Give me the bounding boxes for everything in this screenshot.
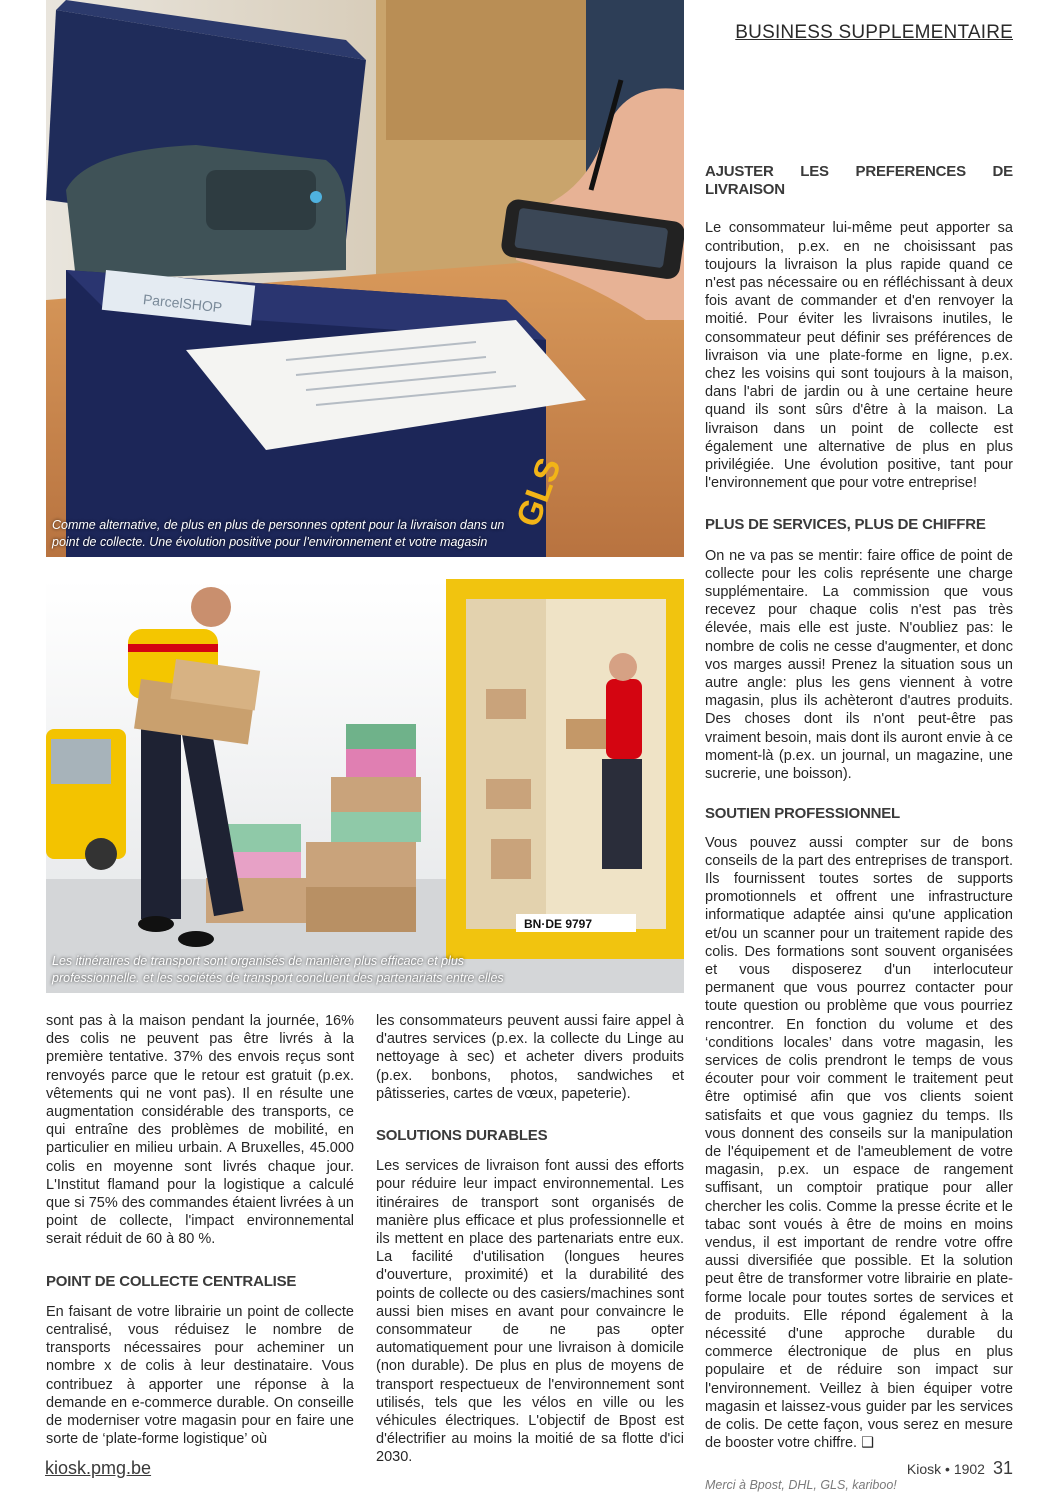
bottom-photo xyxy=(46,579,684,993)
page-number: 31 xyxy=(992,1458,1013,1478)
column-1 xyxy=(46,1012,354,1448)
footer-issue xyxy=(907,1458,1013,1479)
heading-solutions-durables: SOLUTIONS DURABLES xyxy=(376,1127,548,1145)
col2-paragraph-2: Les services de livraison font aussi des efforts pour réduire leur impact environnemental. Les itinéraires de transport sont organisés de manière plus efficace et plus professionnelle et ils mettent en place des partenariats entre eux. La facilité d'utilisation (longues heures d'ouverture, proximité) et la durabilité des points de collecte ou des casiers/machines sont aussi bien mises en avant pour convaincre le consommateur de ne pas opter automatiquement pour une livraison à domicile (non durable). De plus en plus de moyens de transport respectueux de l'environnement sont utilisés, tels que les vélos en ville ou les véhicules électriques. L'objectif de Bpost est d'électrifier au moins la moitié de sa flotte d'ici 2030. xyxy=(376,1158,684,1466)
column-2 xyxy=(376,1012,684,1467)
heading-soutien-professionnel: SOUTIEN PROFESSIONNEL xyxy=(705,805,900,823)
col3-paragraph-1: Le consommateur lui-même peut apporter sa contribution, p.ex. en ne choisissant pas toujours la livraison la plus rapide quand ce n'est pas nécessaire ou en réfléchissant à deux fois avant de commander et d'en renvoyer la moitié. Pour éviter les livraisons inutiles, le consommateur peut définir ses préférences de livraison via une plate-forme en ligne, p.ex. chez les voisins qui sont toujours à la maison, dans l'abri de jardin ou à une certaine heure quand ils sont sûrs d'être à la maison. La livraison dans un point de collecte est également une alternative de plus en plus privilégiée. Une évolution positive, tant pour l'environnement que pour votre entreprise! xyxy=(705,220,1013,492)
col3-paragraph-3 xyxy=(705,834,1013,1453)
heading-point-de-collecte: POINT DE COLLECTE CENTRALISE xyxy=(46,1272,297,1290)
column-3 xyxy=(705,163,1013,1495)
parcel-shop-photo-illustration xyxy=(46,0,684,557)
top-photo xyxy=(46,0,684,557)
heading-plus-de-services: PLUS DE SERVICES, PLUS DE CHIFFRE xyxy=(705,516,986,534)
end-mark-icon: ❑ xyxy=(861,1435,875,1452)
top-photo-caption: Comme alternative, de plus en plus de personnes optent pour la livraison dans un point de collecte. Une évolution positive pour l'environnement et votre magasin xyxy=(52,518,505,549)
col2-paragraph-1: les consommateurs peuvent aussi faire appel à d'autres services (p.ex. la collecte du Linge au nettoyage à sec) et acheter divers produits (p.ex. bonbons, photos, sandwiches et pâtisseries, cartes de vœux, papeterie). xyxy=(376,1013,684,1102)
bottom-photo-caption: Les itinéraires de transport sont organisés de manière plus efficace et plus professionnelle. et les sociétés de transport concluent des partenariats entre elles xyxy=(52,954,504,985)
col3-paragraph-3-text: Vous pouvez aussi compter sur de bons conseils de la part des entreprises de transport. Ils fournissent toutes sortes de supports promotionnels et offrent une infrastructure informatique adaptée ainsi qu'une application et/ou un scanner pour un traitement rapide des colis. Des formations sont souvent organisées et vous disposerez d'un interlocuteur permanent que vous pourrez contacter pour toute question ou problème que vous pourriez rencontrer. En fonction du volume et des ‘conditions locales’ dans votre magasin, les services de colis prendront le temps de vous écouter pour voir comment le traitement peut être optimisé afin que vos clients soient satisfaits et que vous gagniez du temps. Ils vous donnent des conseils sur la manipulation de l'équipement et de l'ameublement de votre magasin, p.ex. un espace de rangement suffisant, un comptoir pratique pour aller chercher les colis. Comme la presse écrite et le tabac sont voués à être de moins en moins vendus, il est important de rendre votre offre aussi diversifiée que possible. Et la solution peut être de transformer votre librairie en plate-forme locale pour toutes sortes de services et de produits. Elle répond également à la nécessité d'une approche durable du commerce électronique de plus en plus populaire et de réduire son impact sur l'environnement. Veillez à bien équiper votre magasin et laissez-vous guider par les services de colis. De cette façon, vous serez en mesure de booster votre chiffre. xyxy=(705,834,1013,1452)
photo-credits: Merci à Bpost, DHL, GLS, kariboo! xyxy=(705,1478,897,1493)
box-label: ParcelSHOP xyxy=(142,291,223,316)
heading-ajuster-preferences: AJUSTER LES PREFERENCES DE LIVRAISON xyxy=(705,163,1013,199)
courier-photo-illustration xyxy=(46,579,684,993)
col3-paragraph-2: On ne va pas se mentir: faire office de point de collecte pour les colis représente une charge supplémentaire. La commission que vous recevez pour chaque colis n'est pas très élevée, mais elle est juste. N'oubliez pas: le nombre de colis ne cesse d'augmenter, et donc vos marges aussi! Prenez la situation sous un autre angle: plus les gens viennent à votre magasin, plus ils achèteront d'autres produits. Des choses dont ils n'ont peut-être pas vraiment besoin, mais dont ils auront envie à ce moment-là (p.ex. un journal, un magazine, une sucrerie, une boisson). xyxy=(705,547,1013,783)
license-plate: BN·DE 9797 xyxy=(524,917,593,931)
section-title: BUSINESS SUPPLEMENTAIRE xyxy=(735,22,1013,43)
issue-label: Kiosk • 1902 xyxy=(906,1461,985,1477)
col1-paragraph-1: sont pas à la maison pendant la journée, 16% des colis ne peuvent pas être livrés à la première tentative. 37% des envois reçus sont renvoyés parce que le retour est gratuit (p.ex. vêtements qui ne vont pas). Il en résulte une augmentation considérable des transports, ce qui entraîne des problèmes de mobilité, en particulier en milieu urbain. A Bruxelles, 45.000 colis en moyenne sont livrés chaque jour. L'Institut flamand pour la logistique a calculé que si 75% des commandes étaient livrées à un point de collecte, l'impact environnemental serait réduit de 60 à 80 %. xyxy=(46,1013,354,1248)
gls-logo: GLS xyxy=(509,453,569,532)
col1-paragraph-2: En faisant de votre librairie un point de collecte centralisé, vous réduisez le nombre de transports nécessaires pour acheminer un nombre x de colis à leur destinataire. Vous contribuez à apporter une réponse à la demande en e-commerce durable. On conseille de moderniser votre magasin pour en faire une sorte de ‘plate-forme logistique’ où xyxy=(46,1303,354,1448)
footer-website-link[interactable]: kiosk.pmg.be xyxy=(45,1458,152,1478)
